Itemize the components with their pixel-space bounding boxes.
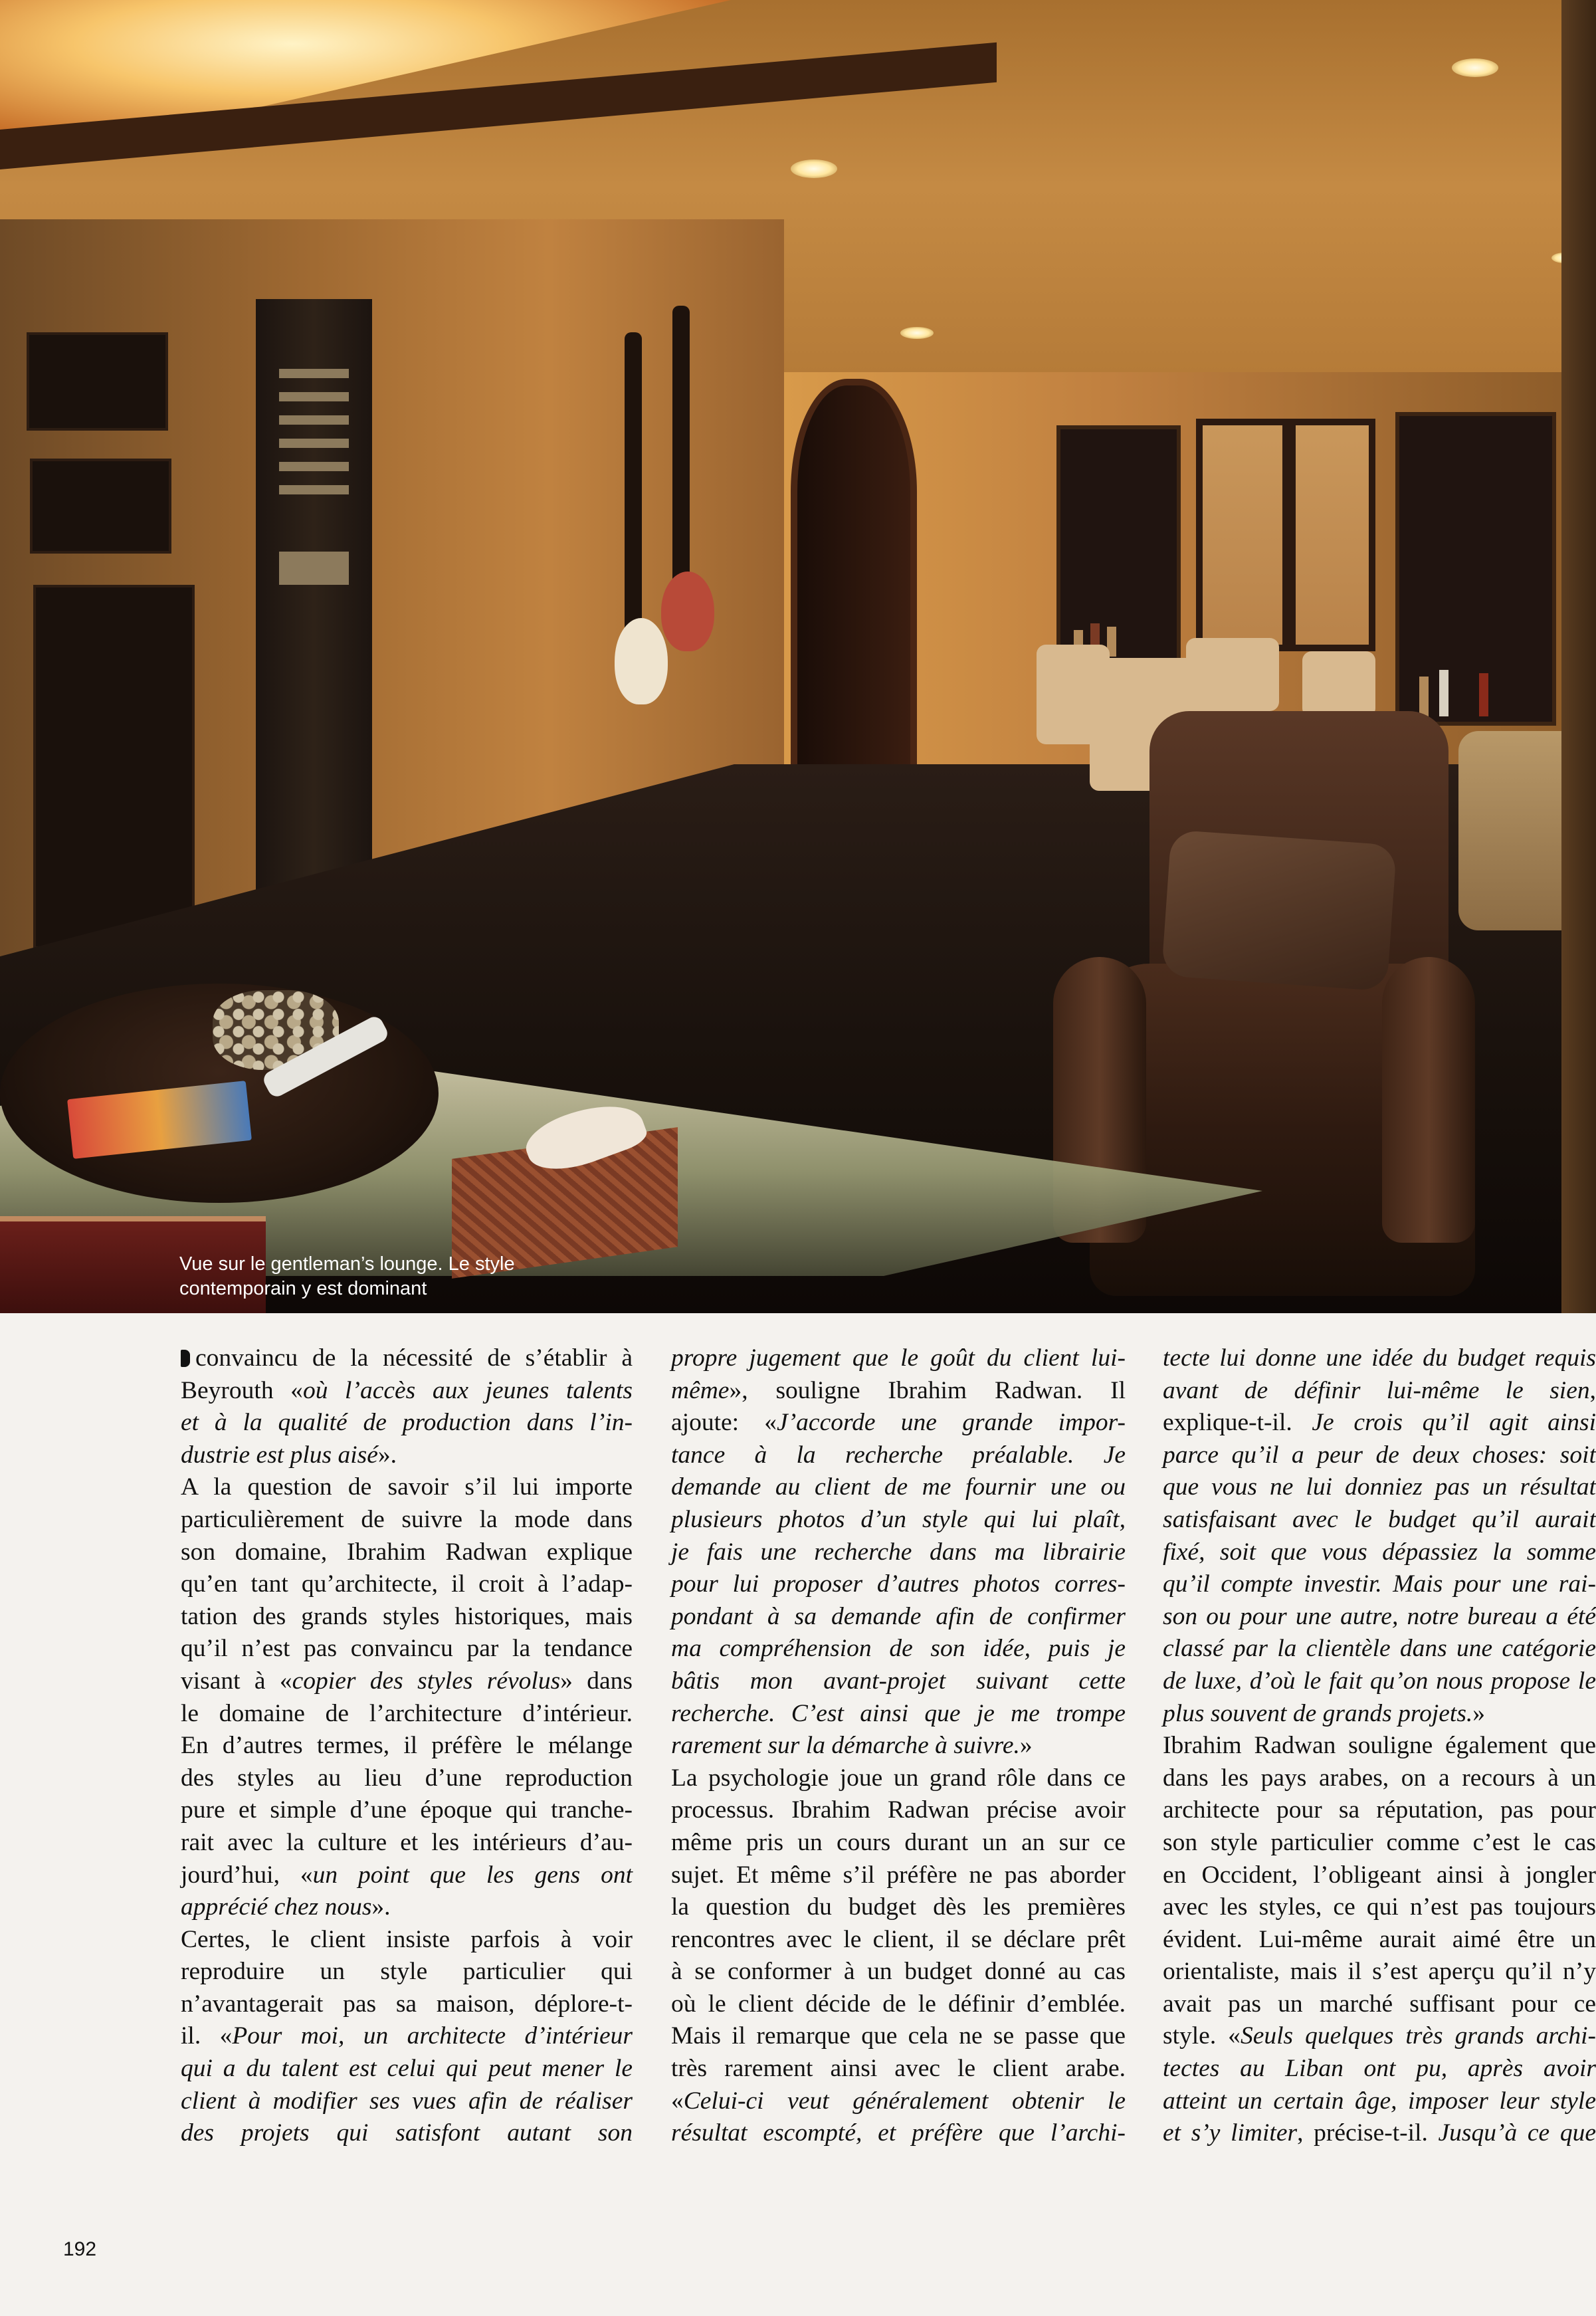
article-line-text: dustrie est plus aisé». xyxy=(181,1441,397,1469)
page-number: 192 xyxy=(63,2238,97,2260)
article-line-text: même», souligne Ibrahim Radwan. Il xyxy=(671,1376,1126,1404)
article-line xyxy=(181,2020,633,2053)
photo-ceiling-light xyxy=(900,327,934,339)
article-line xyxy=(181,1342,633,1375)
article-line xyxy=(671,1504,1126,1536)
article-line-text: avait pas un marché suffisant pour ce xyxy=(1163,1990,1596,2018)
article-line xyxy=(1163,1859,1596,1892)
article-line xyxy=(671,1794,1126,1827)
article-line xyxy=(1163,1924,1596,1956)
article-line-text: des projets qui satisfont autant son xyxy=(181,2119,633,2147)
article-line-text: ajoute: «J’accorde une grande impor- xyxy=(671,1409,1126,1437)
article-line-text: classé par la clientèle dans une catégorie xyxy=(1163,1635,1596,1663)
article-line xyxy=(1163,1956,1596,1988)
article-line-text: Certes, le client insiste parfois à voir xyxy=(181,1925,633,1953)
article-line xyxy=(181,1956,633,1988)
photo-column-slot xyxy=(279,439,349,448)
article-line-text: plus souvent de grands projets.» xyxy=(1163,1699,1486,1727)
article-line-text: qu’en tant qu’architecte, il croit à l’adap- xyxy=(181,1570,633,1598)
photo-ceiling-light xyxy=(791,159,837,178)
article-line xyxy=(181,1827,633,1859)
photo-dining-chair xyxy=(1302,651,1375,718)
article-line-text: qui a du talent est celui qui peut mener le xyxy=(181,2055,633,2083)
article-line xyxy=(181,1988,633,2021)
article-line-text: qu’il compte investir. Mais pour une rai- xyxy=(1163,1570,1596,1598)
article-line-text: rarement sur la démarche à suivre.» xyxy=(671,1732,1033,1760)
article-line xyxy=(671,1375,1126,1408)
article-line-text: propre jugement que le goût du client lui- xyxy=(671,1344,1126,1372)
article-line-text: pondant à sa demande afin de confirmer xyxy=(671,1602,1126,1630)
article-line-text: La psychologie joue un grand rôle dans ce xyxy=(671,1764,1126,1792)
article-line-text: explique-t-il. Je crois qu’il agit ainsi xyxy=(1163,1409,1596,1437)
article-line xyxy=(671,1924,1126,1956)
article-line xyxy=(181,1891,633,1924)
article-line xyxy=(1163,2053,1596,2085)
article-line xyxy=(671,1342,1126,1375)
article-line xyxy=(1163,1698,1596,1731)
article-line-text: même pris un cours durant un an sur ce xyxy=(671,1828,1126,1856)
article-line-text: tectes au Liban ont pu, après avoir xyxy=(1163,2055,1596,2083)
article-line-text: rait avec la culture et les intérieurs d’au- xyxy=(181,1828,633,1856)
photo-book xyxy=(1419,677,1429,716)
article-line xyxy=(181,1794,633,1827)
article-line-text: «Celui-ci veut généralement obtenir le xyxy=(671,2087,1126,2115)
article-line xyxy=(1163,1891,1596,1924)
article-line xyxy=(181,1859,633,1892)
article-line xyxy=(1163,1342,1596,1375)
article-line-text: apprécié chez nous». xyxy=(181,1893,391,1921)
article-line xyxy=(671,1762,1126,1795)
article-line xyxy=(181,1536,633,1569)
article-line xyxy=(671,1891,1126,1924)
article-line xyxy=(671,1859,1126,1892)
article-line-text: où le client décide de le définir d’emblée. xyxy=(671,1990,1126,2018)
photo-beige-panel xyxy=(1196,419,1289,651)
article-line xyxy=(181,1375,633,1408)
article-line-text: orientaliste, mais il s’est aperçu qu’il n’y xyxy=(1163,1958,1596,1986)
article-line xyxy=(1163,1439,1596,1472)
article-line-text: la question du budget dès les premières xyxy=(671,1893,1126,1921)
photo-dining-chair xyxy=(1186,638,1279,711)
article-line-text: reproduire un style particulier qui xyxy=(181,1958,633,1986)
article-line-text: pure et simple d’une époque qui tranche- xyxy=(181,1796,633,1824)
article-line-text: atteint un certain âge, imposer leur style xyxy=(1163,2087,1596,2115)
article-line-text: fixé, soit que vous dépassiez la somme xyxy=(1163,1538,1596,1566)
article-line-text: et s’y limiter, précise-t-il. Jusqu’à ce que xyxy=(1163,2119,1596,2147)
article-line-text: très rarement ainsi avec le client arabe. xyxy=(671,2055,1126,2083)
article-line xyxy=(671,1956,1126,1988)
photo-column-slot xyxy=(279,369,349,378)
article-line xyxy=(1163,1633,1596,1665)
article-line-text: bâtis mon avant-projet suivant cette xyxy=(671,1667,1126,1695)
article-line-text: jourd’hui, «un point que les gens ont xyxy=(181,1861,633,1889)
article-line-text: à se conformer à un budget donné au cas xyxy=(671,1958,1126,1986)
caption-line: Vue sur le gentleman’s lounge. Le style xyxy=(179,1253,515,1275)
article-line xyxy=(181,1730,633,1762)
article-line xyxy=(671,1730,1126,1762)
photo-book xyxy=(1479,673,1488,716)
article-line-text: sujet. Et même s’il préfère ne pas aborder xyxy=(671,1861,1126,1889)
photo-armchair-cushion xyxy=(1161,829,1397,991)
article-line xyxy=(1163,1827,1596,1859)
photo-brush-head xyxy=(661,572,714,651)
article-line-text: convaincu de la nécessité de s’établir à xyxy=(195,1344,633,1372)
photo-audio-column xyxy=(256,299,372,937)
article-line-text: plusieurs photos d’un style qui lui plaît, xyxy=(671,1505,1126,1533)
article-line xyxy=(671,2085,1126,2118)
caption-line: contemporain y est dominant xyxy=(179,1278,427,1299)
article-column-1 xyxy=(181,1342,633,2166)
article-column-3 xyxy=(1163,1342,1596,2166)
photo-column-slot xyxy=(279,462,349,471)
article-line xyxy=(181,1665,633,1698)
article-line-text: tecte lui donne une idée du budget requis xyxy=(1163,1344,1596,1372)
article-line xyxy=(671,2053,1126,2085)
photo-brush-head xyxy=(615,618,668,704)
article-line-text: qu’il n’est pas convaincu par la tendance xyxy=(181,1635,633,1663)
article-line-text: il. «Pour moi, un architecte d’intérieur xyxy=(181,2022,633,2050)
article-line-text: que vous ne lui donniez pas un résultat xyxy=(1163,1473,1596,1501)
article-line-text: client à modifier ses vues afin de réaliser xyxy=(181,2087,633,2115)
photo-right-edge xyxy=(1561,0,1596,1313)
article-line xyxy=(181,2117,633,2150)
article-line-text: Ibrahim Radwan souligne également que xyxy=(1163,1732,1596,1760)
article-line xyxy=(181,1601,633,1633)
article-line xyxy=(671,1536,1126,1569)
article-line xyxy=(1163,1730,1596,1762)
article-line-text: demande au client de me fournir une ou xyxy=(671,1473,1126,1501)
article-line-text: avant de définir lui-même le sien, xyxy=(1163,1376,1596,1404)
article-line-text: son domaine, Ibrahim Radwan explique xyxy=(181,1538,633,1566)
article-line-text: des styles au lieu d’une reproduction xyxy=(181,1764,633,1792)
article-line xyxy=(1163,2085,1596,2118)
article-line-text: Mais il remarque que cela ne se passe que xyxy=(671,2022,1126,2050)
photo-column-slot xyxy=(279,415,349,425)
photo-bookshelf xyxy=(1395,412,1556,726)
article-line xyxy=(181,1471,633,1504)
article-line xyxy=(671,1407,1126,1439)
article-line-text: et à la qualité de production dans l’in- xyxy=(181,1409,633,1437)
article-line-text: n’avantagerait pas sa maison, déplore-t- xyxy=(181,1990,633,2018)
article-line xyxy=(671,1827,1126,1859)
article-line xyxy=(671,1698,1126,1731)
article-line-text: architecte pour sa réputation, pas pour xyxy=(1163,1796,1596,1824)
article-line xyxy=(671,1665,1126,1698)
article-line-text: style. «Seuls quelques très grands archi- xyxy=(1163,2022,1596,2050)
photo-brush xyxy=(672,306,690,591)
article-line-text: particulièrement de suivre la mode dans xyxy=(181,1505,633,1533)
article-line xyxy=(181,2053,633,2085)
photo-column-display xyxy=(279,552,349,585)
article-column-2 xyxy=(671,1342,1126,2166)
article-line xyxy=(671,1988,1126,2021)
article-line-text: de luxe, d’où le fait qu’on nous propose le xyxy=(1163,1667,1596,1695)
article-line xyxy=(1163,1375,1596,1408)
article-line-text: tance à la recherche préalable. Je xyxy=(671,1441,1126,1469)
article-line xyxy=(181,1568,633,1601)
article-line-text: son ou pour une autre, notre bureau a été xyxy=(1163,1602,1596,1630)
article-line xyxy=(1163,1665,1596,1698)
article-line-text: recherche. C’est ainsi que je me trompe xyxy=(671,1699,1126,1727)
article-line-text: rencontres avec le client, il se déclare prêt xyxy=(671,1925,1126,1953)
photo-armchair-arm xyxy=(1382,957,1475,1243)
article-line-text: pour lui proposer d’autres photos corres- xyxy=(671,1570,1126,1598)
article-line xyxy=(1163,2117,1596,2150)
article-line xyxy=(181,1762,633,1795)
article-line-text: en Occident, l’obligeant ainsi à jongler xyxy=(1163,1861,1596,1889)
article-line xyxy=(671,1471,1126,1504)
photo-caption xyxy=(179,1252,645,1301)
article-line xyxy=(181,2085,633,2118)
article-line xyxy=(1163,1601,1596,1633)
article-line xyxy=(1163,1471,1596,1504)
article-line-text: A la question de savoir s’il lui importe xyxy=(181,1473,633,1501)
article-line xyxy=(1163,1794,1596,1827)
article-line xyxy=(181,1633,633,1665)
article-line xyxy=(181,1698,633,1731)
article-line xyxy=(1163,2020,1596,2053)
article-line-text: résultat escompté, et préfère que l’archi- xyxy=(671,2119,1126,2147)
article-line xyxy=(181,1504,633,1536)
photo-beige-panel xyxy=(1289,419,1375,651)
article-line-text: évident. Lui-même aurait aimé être un xyxy=(1163,1925,1596,1953)
article-line xyxy=(671,2117,1126,2150)
article-line xyxy=(671,2020,1126,2053)
article-line xyxy=(1163,1536,1596,1569)
continuation-marker-icon xyxy=(181,1350,190,1367)
article-line-text: processus. Ibrahim Radwan précise avoir xyxy=(671,1796,1126,1824)
photo-column-slot xyxy=(279,485,349,494)
article-line-text: parce qu’il a peur de deux choses: soit xyxy=(1163,1441,1596,1469)
article-line xyxy=(671,1633,1126,1665)
article-line xyxy=(1163,1988,1596,2021)
article-line xyxy=(1163,1407,1596,1439)
photo-book xyxy=(1439,670,1448,716)
article-line xyxy=(671,1568,1126,1601)
article-line xyxy=(181,1924,633,1956)
article-line xyxy=(1163,1568,1596,1601)
photo-brush xyxy=(625,332,642,638)
article-line xyxy=(181,1439,633,1472)
article-line xyxy=(671,1439,1126,1472)
article-line-text: visant à «copier des styles révolus» dans xyxy=(181,1667,633,1695)
photo-ceiling-light xyxy=(1452,58,1498,77)
article-line-text: dans les pays arabes, on a recours à un xyxy=(1163,1764,1596,1792)
article-line-text: Beyrouth «où l’accès aux jeunes talents xyxy=(181,1376,633,1404)
article-line-text: tation des grands styles historiques, mais xyxy=(181,1602,633,1630)
photo-wall-panel xyxy=(27,332,168,431)
article-line-text: son style particulier comme c’est le cas xyxy=(1163,1828,1596,1856)
article-line-text: je fais une recherche dans ma librairie xyxy=(671,1538,1126,1566)
photo-column-slot xyxy=(279,392,349,401)
article-line xyxy=(181,1407,633,1439)
article-line xyxy=(1163,1762,1596,1795)
article-line-text: En d’autres termes, il préfère le mélange xyxy=(181,1732,633,1760)
article-line xyxy=(1163,1504,1596,1536)
photo-bookshelf xyxy=(1056,425,1181,666)
article-line-text: ma compréhension de son idée, puis je xyxy=(671,1635,1126,1663)
article-line xyxy=(671,1601,1126,1633)
article-line-text: avec les styles, ce qui n’est pas toujours xyxy=(1163,1893,1596,1921)
photo-wall-panel xyxy=(30,459,171,554)
article-line-text: le domaine de l’architecture d’intérieur. xyxy=(181,1699,633,1727)
article-line-text: satisfaisant avec le budget qu’il aurait xyxy=(1163,1505,1596,1533)
photo-wall-panel xyxy=(33,585,195,949)
